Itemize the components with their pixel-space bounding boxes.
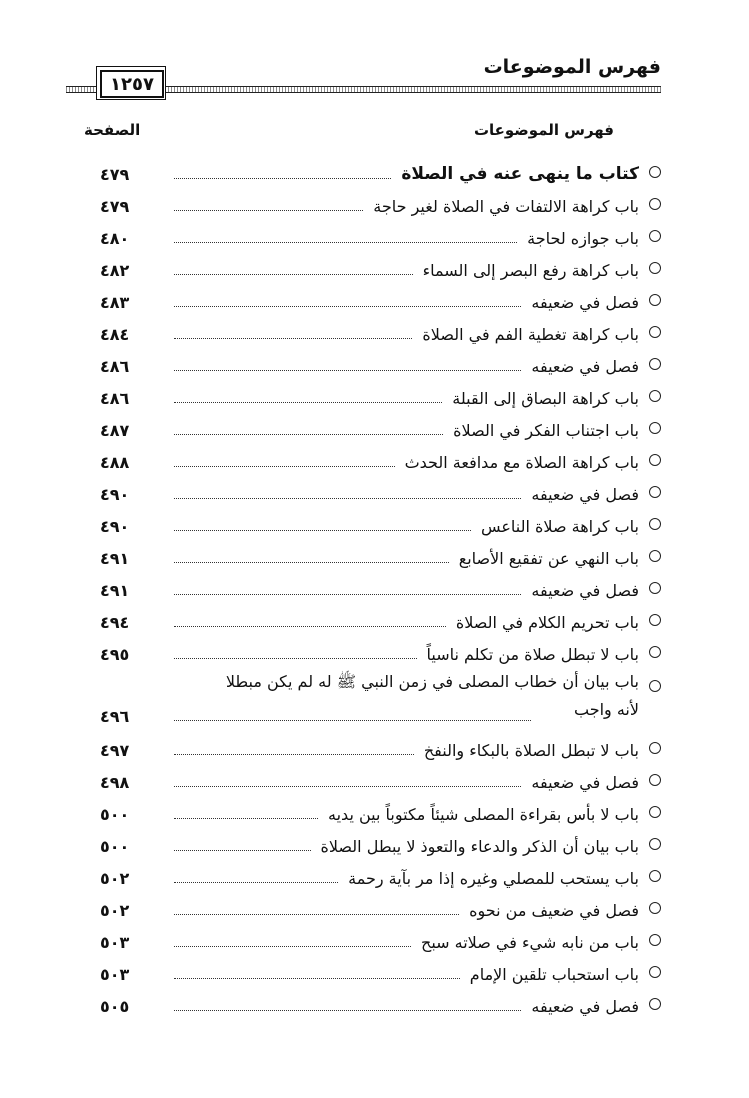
circle-bullet-icon (649, 230, 661, 242)
circle-bullet-icon (649, 358, 661, 370)
toc-entry-page: ٤٨٦ (100, 357, 130, 376)
toc-entry-page: ٥٠٢ (100, 869, 130, 888)
toc-entry (100, 894, 661, 924)
circle-bullet-icon (649, 326, 661, 338)
toc-entry (100, 382, 661, 412)
toc-entry-title: فصل في ضعيف من نحوه (469, 901, 639, 920)
dot-leader (174, 720, 531, 721)
toc-entry (100, 190, 661, 220)
toc-entry-title: باب لا تبطل صلاة من تكلم ناسياً (426, 645, 639, 664)
toc-entry (100, 830, 661, 860)
dot-leader (174, 1010, 521, 1011)
toc-entry-page: ٤٨٧ (100, 421, 130, 440)
toc-entry (100, 574, 661, 604)
toc-entry-page: ٤٩٧ (100, 741, 130, 760)
circle-bullet-icon (649, 774, 661, 786)
toc-entry-page: ٥٠٥ (100, 997, 130, 1016)
circle-bullet-icon (649, 582, 661, 594)
toc-entry-title: باب من نابه شيء في صلاته سبح (421, 933, 639, 952)
dot-leader (174, 274, 413, 275)
toc-entry (100, 862, 661, 892)
toc-entry-title: باب تحريم الكلام في الصلاة (455, 613, 639, 632)
dot-leader (174, 882, 338, 883)
toc-entry-title: باب استحباب تلقين الإمام (469, 965, 639, 984)
toc-entry (100, 350, 661, 380)
toc-entry-page: ٥٠٢ (100, 901, 130, 920)
dot-leader (174, 402, 442, 403)
circle-bullet-icon (649, 646, 661, 658)
dot-leader (174, 786, 521, 787)
circle-bullet-icon (649, 550, 661, 562)
toc-entry (100, 606, 661, 636)
page-column-heading: الصفحة (84, 121, 141, 139)
toc-entry (100, 926, 661, 956)
toc-entry (100, 158, 661, 188)
circle-bullet-icon (649, 262, 661, 274)
dot-leader (174, 562, 449, 563)
dot-leader (174, 338, 412, 339)
toc-entry (100, 672, 661, 726)
dot-leader (174, 466, 395, 467)
toc-entry-title: باب كراهة الالتفات في الصلاة لغير حاجة (373, 197, 639, 216)
toc-entry (100, 222, 661, 252)
circle-bullet-icon (649, 294, 661, 306)
dot-leader (174, 530, 471, 531)
toc-entry-page: ٤٨٨ (100, 453, 130, 472)
toc-entry-page: ٤٩١ (100, 549, 130, 568)
toc-entry (100, 478, 661, 508)
toc-entry (100, 638, 661, 668)
circle-bullet-icon (649, 680, 661, 692)
toc-entry-page: ٤٧٩ (100, 197, 130, 216)
dot-leader (174, 210, 363, 211)
toc-entry-title: فصل في ضعيفه (531, 581, 639, 600)
circle-bullet-icon (649, 998, 661, 1010)
dot-leader (174, 306, 521, 307)
circle-bullet-icon (649, 870, 661, 882)
toc-entry-page: ٤٩١ (100, 581, 130, 600)
dot-leader (174, 978, 460, 979)
dot-leader (174, 434, 443, 435)
toc-entry-title: باب يستحب للمصلي وغيره إذا مر بآية رحمة (348, 869, 639, 888)
toc-entry (100, 798, 661, 828)
toc-entry (100, 318, 661, 348)
toc-entry (100, 286, 661, 316)
circle-bullet-icon (649, 934, 661, 946)
topics-column-heading: فهرس الموضوعات (473, 121, 614, 139)
dot-leader (174, 658, 417, 659)
toc-entry-title: فصل في ضعيفه (531, 997, 639, 1016)
toc-entry (100, 510, 661, 540)
circle-bullet-icon (649, 614, 661, 626)
toc-entry (100, 446, 661, 476)
toc-entry-title: باب النهي عن تفقيع الأصابع (458, 549, 639, 568)
circle-bullet-icon (649, 422, 661, 434)
toc-entry-page: ٤٩٦ (100, 707, 130, 726)
circle-bullet-icon (649, 486, 661, 498)
toc-entry-title: فصل في ضعيفه (531, 293, 639, 312)
circle-bullet-icon (649, 518, 661, 530)
dot-leader (174, 626, 446, 627)
toc-entry-page: ٤٧٩ (100, 165, 130, 184)
toc-entry-title: باب بيان أن خطاب المصلى في زمن النبي ﷺ له لم يكن مبطلا (225, 672, 639, 691)
toc-entry-title: باب لا تبطل الصلاة بالبكاء والنفخ (423, 741, 639, 760)
dot-leader (174, 914, 459, 915)
dot-leader (174, 178, 391, 179)
toc-entry-page: ٤٩٠ (100, 517, 130, 536)
toc-entry-title: باب كراهة صلاة الناعس (480, 517, 639, 536)
toc-entry (100, 958, 661, 988)
toc-entry-title: باب كراهة الصلاة مع مدافعة الحدث (404, 453, 639, 472)
dot-leader (174, 242, 517, 243)
circle-bullet-icon (649, 390, 661, 402)
toc-entry-title: باب بيان أن الذكر والدعاء والتعوذ لا يبطل الصلاة (320, 837, 639, 856)
toc-entry-page: ٤٨٦ (100, 389, 130, 408)
toc-entry-title: باب كراهة البصاق إلى القبلة (452, 389, 639, 408)
toc-entry-page: ٤٩٥ (100, 645, 130, 664)
toc-entry (100, 414, 661, 444)
toc-entry-title: باب اجتناب الفكر في الصلاة (453, 421, 639, 440)
circle-bullet-icon (649, 902, 661, 914)
dot-leader (174, 498, 521, 499)
toc-entry-page: ٥٠٠ (100, 805, 130, 824)
dot-leader (174, 946, 411, 947)
circle-bullet-icon (649, 966, 661, 978)
circle-bullet-icon (649, 166, 661, 178)
dot-leader (174, 754, 414, 755)
toc-entry-page: ٤٩٠ (100, 485, 130, 504)
toc-entry (100, 254, 661, 284)
dot-leader (174, 370, 521, 371)
running-title: فهرس الموضوعات (483, 56, 661, 78)
page-number: ١٢٥٧ (100, 70, 164, 98)
toc-entry (100, 734, 661, 764)
toc-entry-page: ٤٨٢ (100, 261, 130, 280)
toc-entry-page: ٥٠٣ (100, 965, 130, 984)
toc-entry-title: فصل في ضعيفه (531, 357, 639, 376)
circle-bullet-icon (649, 806, 661, 818)
circle-bullet-icon (649, 198, 661, 210)
dot-leader (174, 818, 318, 819)
dot-leader (174, 850, 311, 851)
toc-entry-title: فصل في ضعيفه (531, 773, 639, 792)
circle-bullet-icon (649, 742, 661, 754)
toc-entry (100, 766, 661, 796)
dot-leader (174, 594, 521, 595)
toc-entry-title: باب كراهة رفع البصر إلى السماء (422, 261, 639, 280)
toc-entry-title: كتاب ما ينهى عنه في الصلاة (401, 164, 639, 184)
circle-bullet-icon (649, 838, 661, 850)
toc-entry-title: باب جوازه لحاجة (527, 229, 639, 248)
toc-entry (100, 542, 661, 572)
toc-entry-title: باب كراهة تغطية الفم في الصلاة (422, 325, 639, 344)
toc-entry-page: ٤٨٠ (100, 229, 130, 248)
toc-entry-page: ٤٩٨ (100, 773, 130, 792)
toc-entry-page: ٥٠٣ (100, 933, 130, 952)
toc-entry-title: باب لا بأس بقراءة المصلى شيئاً مكتوباً بين يديه (328, 805, 639, 824)
toc-entry-page: ٤٨٣ (100, 293, 130, 312)
toc-entry-title: فصل في ضعيفه (531, 485, 639, 504)
toc-entry (100, 990, 661, 1020)
toc-entry-page: ٥٠٠ (100, 837, 130, 856)
circle-bullet-icon (649, 454, 661, 466)
toc-entry-page: ٤٨٤ (100, 325, 130, 344)
toc-entry-title-continuation: لأنه واجب (573, 700, 639, 719)
toc-entry-page: ٤٩٤ (100, 613, 130, 632)
